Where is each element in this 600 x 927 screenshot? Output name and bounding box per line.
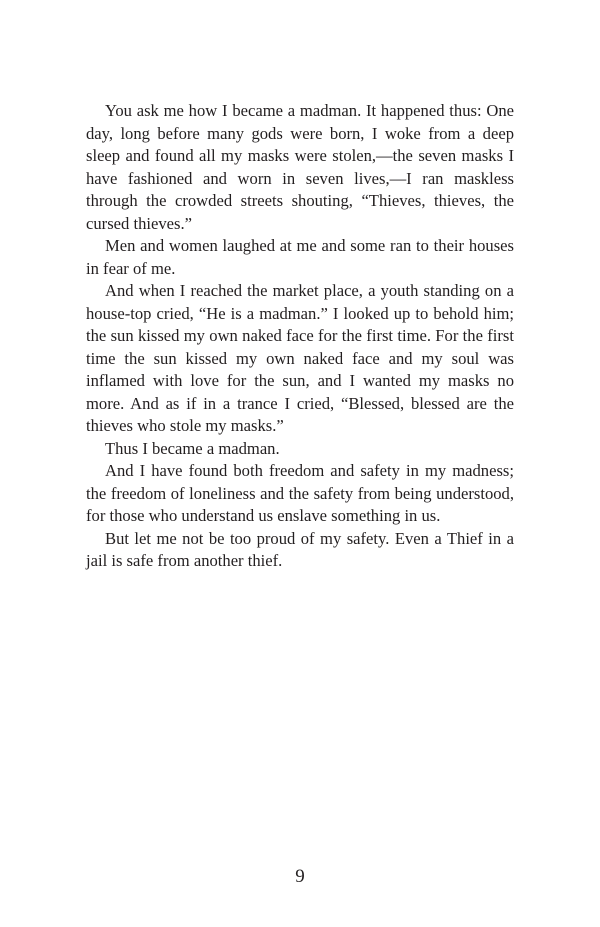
paragraph: And I have found both freedom and safety in my madness; the freedom of loneliness and the safety from being understood, for those who understand us enslave something in us. (86, 461, 514, 525)
page-number: 9 (295, 866, 305, 887)
paragraph: You ask me how I became a madman. It happened thus: One day, long before many gods were born, I woke from a deep sleep and found all my masks were stolen,—the seven masks I have fashioned and worn in seven lives,—I ran maskless through the crowded streets shouting, “Thieves, thieves, the cursed thieves.” (86, 101, 514, 233)
body-text (86, 100, 514, 573)
paragraph: Thus I became a madman. (105, 438, 280, 458)
paragraph: But let me not be too proud of my safety. Even a Thief in a jail is safe from another thief. (86, 528, 514, 570)
paragraph: Men and women laughed at me and some ran to their houses in fear of me. (86, 236, 514, 278)
paragraph: And when I reached the market place, a youth standing on a house-top cried, “He is a madman.” I looked up to behold him; the sun kissed my own naked face for the first time. For the first time the sun kissed my own naked face and my soul was inflamed with love for the sun, and I wanted my masks no more. And as if in a trance I cried, “Blessed, blessed are the thieves who stole my masks.” (86, 281, 514, 435)
